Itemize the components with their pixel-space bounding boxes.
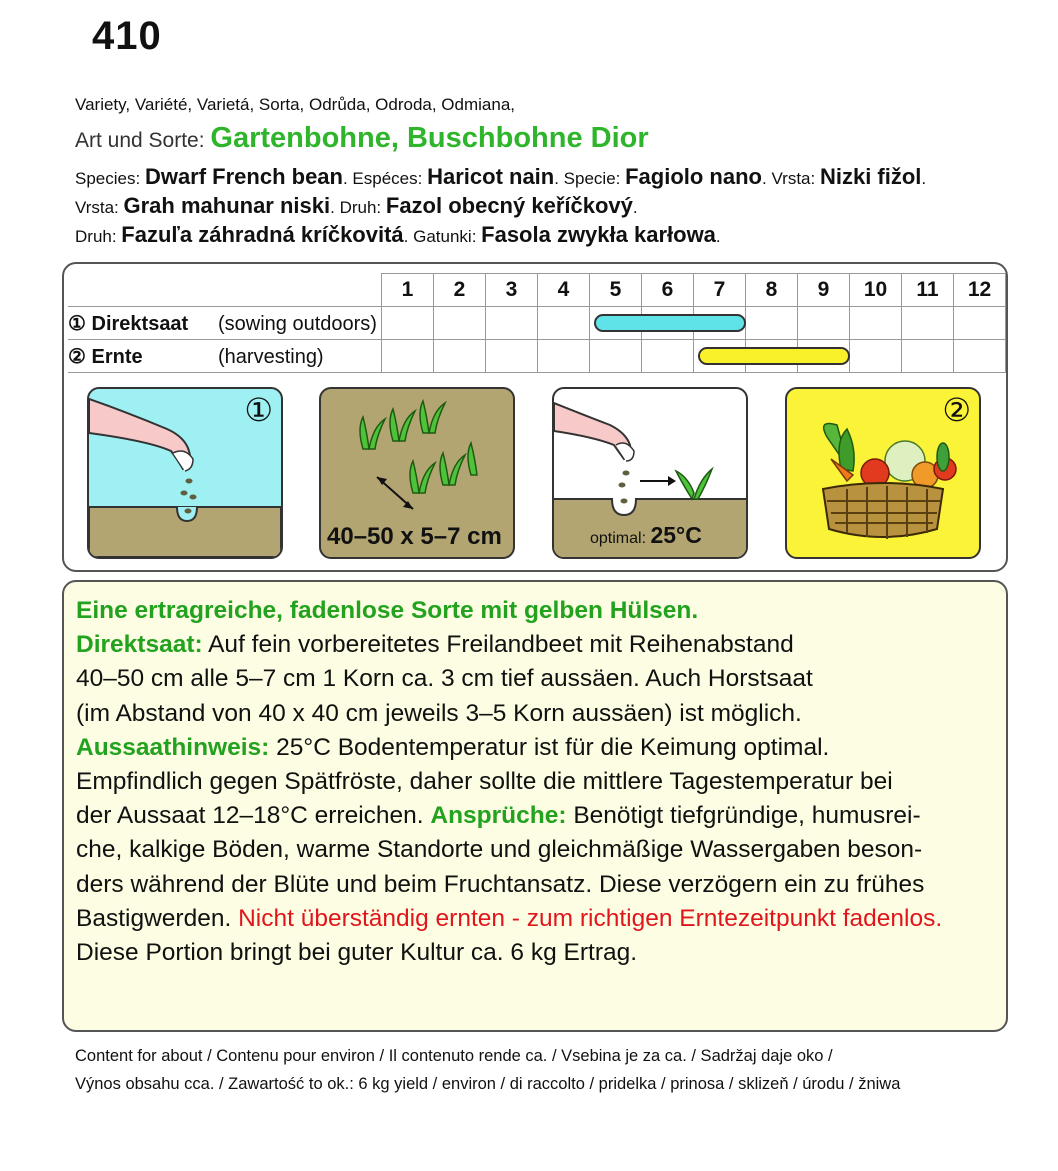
month-header: 2: [434, 274, 486, 307]
month-cell: [954, 340, 1006, 373]
month-cell: [538, 340, 590, 373]
species-line: [75, 221, 721, 251]
row-name: Direktsaat: [91, 312, 189, 335]
species-name: Haricot nain: [427, 164, 555, 189]
temperature-label: [590, 522, 702, 549]
body-text: Benötigt tiefgründige, humusrei-: [566, 802, 921, 830]
species-label: .: [632, 198, 638, 217]
month-header: 7: [694, 274, 746, 307]
body-text: Auf fein vorbereitetes Freilandbeet mit Reihenabstand: [202, 631, 794, 659]
species-name: Fazol obecný keříčkový: [385, 193, 633, 218]
warning-text: Nicht überständig ernten - zum richtigen Erntezeitpunkt fadenlos.: [238, 904, 943, 932]
body-text: Diese Portion bringt bei guter Kultur ca. 6 kg Ertrag.: [76, 939, 638, 967]
species-line: [75, 163, 926, 193]
body-text: Empfindlich gegen Spätfröste, daher sollte die mittlere Tagestemperatur bei: [76, 768, 893, 796]
month-cell: [902, 307, 954, 340]
description-line: [76, 628, 996, 662]
spacing-label: 40–50 x 5–7 cm: [327, 523, 502, 550]
species-label: . Specie:: [554, 169, 626, 188]
calendar-row-label: [68, 307, 382, 340]
body-text: 25°C Bodentemperatur ist für die Keimung optimal.: [269, 733, 830, 761]
species-label: . Vrsta:: [762, 169, 820, 188]
row-title: [68, 311, 218, 336]
body-text: che, kalkige Böden, warme Standorte und gleichmäßige Wassergaben beson-: [76, 836, 923, 864]
calendar-corner: [68, 274, 382, 307]
month-header: 5: [590, 274, 642, 307]
calendar-row: [68, 307, 1006, 340]
description-line: [76, 833, 996, 867]
description-text: [76, 594, 996, 970]
description-panel: [62, 580, 1008, 1032]
description-line: [76, 697, 996, 731]
month-cell: [486, 340, 538, 373]
sowing-calendar: [68, 273, 1006, 373]
month-cell: [798, 307, 850, 340]
row-name: Ernte: [91, 345, 143, 368]
month-cell: [382, 340, 434, 373]
product-number: 410: [92, 14, 162, 58]
variety-line: Variety, Variété, Varietá, Sorta, Odrůda, Odroda, Odmiana,: [75, 95, 516, 114]
species-name: Fazuľa záhradná kríčkovitá: [121, 222, 404, 247]
variety-name-line: [75, 122, 649, 155]
harvest-marker: ②: [942, 392, 971, 428]
footer: [75, 1042, 900, 1098]
species-label: . Gatunki:: [403, 227, 482, 246]
month-cell: [746, 307, 798, 340]
harvest-illustration: [785, 387, 981, 559]
species-label: .: [921, 169, 927, 188]
sow-marker: ①: [244, 392, 273, 428]
calendar-row: [68, 340, 1006, 373]
body-text: ders während der Blüte und beim Fruchtansatz. Diese verzögern ein zu frühes: [76, 870, 925, 898]
body-text: 40–50 cm alle 5–7 cm 1 Korn ca. 3 cm tief aussäen. Auch Horstsaat: [76, 665, 813, 693]
species-label: .: [715, 227, 721, 246]
description-line: [76, 594, 996, 628]
species-name: Fagiolo nano: [625, 164, 762, 189]
month-cell: [538, 307, 590, 340]
month-header: 9: [798, 274, 850, 307]
species-name: Nizki fižol: [819, 164, 922, 189]
month-header: 11: [902, 274, 954, 307]
description-line: [76, 765, 996, 799]
species-label: Vrsta:: [75, 198, 124, 217]
row-subtitle: (harvesting): [218, 345, 324, 368]
description-line: [76, 902, 996, 936]
period-bar: [594, 314, 746, 332]
row-title: [68, 344, 218, 369]
description-line: [76, 662, 996, 696]
month-cell: [434, 340, 486, 373]
species-name: Dwarf French bean: [144, 164, 343, 189]
temperature-prefix: optimal:: [590, 530, 651, 547]
species-label: Druh:: [75, 227, 122, 246]
month-cell: [954, 307, 1006, 340]
month-header: 6: [642, 274, 694, 307]
month-cell: [850, 340, 902, 373]
art-name: Gartenbohne, Buschbohne Dior: [210, 122, 649, 154]
row-marker: ①: [68, 312, 86, 335]
species-label: . Druh:: [330, 198, 386, 217]
month-cell: [902, 340, 954, 373]
month-cell: [850, 307, 902, 340]
species-line: [75, 192, 638, 222]
art-label: Art und Sorte:: [75, 129, 211, 152]
month-header: 3: [486, 274, 538, 307]
row-marker: ②: [68, 345, 86, 368]
description-line: [76, 868, 996, 902]
body-text: Bastigwerden.: [76, 904, 239, 932]
sowing-illustration: [87, 387, 283, 559]
month-header: 4: [538, 274, 590, 307]
germination-illustration: [552, 387, 748, 559]
section-heading: Ansprüche:: [430, 802, 567, 830]
month-cell: [382, 307, 434, 340]
species-label: Species:: [75, 169, 145, 188]
description-line: [76, 799, 996, 833]
month-header: 10: [850, 274, 902, 307]
description-line: [76, 731, 996, 765]
species-name: Grah mahunar niski: [123, 193, 331, 218]
section-heading: Direktsaat:: [76, 631, 203, 659]
month-header: 1: [382, 274, 434, 307]
section-heading: Eine ertragreiche, fadenlose Sorte mit gelben Hülsen.: [76, 597, 699, 624]
footer-line: Content for about / Contenu pour environ / Il contenuto rende ca. / Vsebina je za ca. / Sadržaj daje oko /: [75, 1047, 833, 1065]
species-label: . Espéces:: [342, 169, 428, 188]
species-name: Fasola zwykła karłowa: [481, 222, 716, 247]
month-header: 8: [746, 274, 798, 307]
footer-line: Výnos obsahu cca. / Zawartość to ok.: 6 kg yield / environ / di raccolto / pridelka / prinosa / sklizeň / úrodu / žniwa: [75, 1075, 901, 1093]
row-subtitle: (sowing outdoors): [218, 312, 377, 335]
month-cell: [642, 340, 694, 373]
body-text: (im Abstand von 40 x 40 cm jeweils 3–5 Korn aussäen) ist möglich.: [76, 699, 802, 727]
description-line: [76, 936, 996, 970]
period-bar: [698, 347, 850, 365]
month-cell: [434, 307, 486, 340]
body-text: der Aussaat 12–18°C erreichen.: [76, 802, 431, 830]
calendar-row-label: [68, 340, 382, 373]
spacing-illustration: [319, 387, 515, 559]
calendar-header: [68, 274, 1006, 307]
temperature-value: 25°C: [650, 522, 702, 548]
month-cell: [590, 340, 642, 373]
section-heading: Aussaathinweis:: [76, 733, 270, 761]
month-header: 12: [954, 274, 1006, 307]
month-cell: [486, 307, 538, 340]
